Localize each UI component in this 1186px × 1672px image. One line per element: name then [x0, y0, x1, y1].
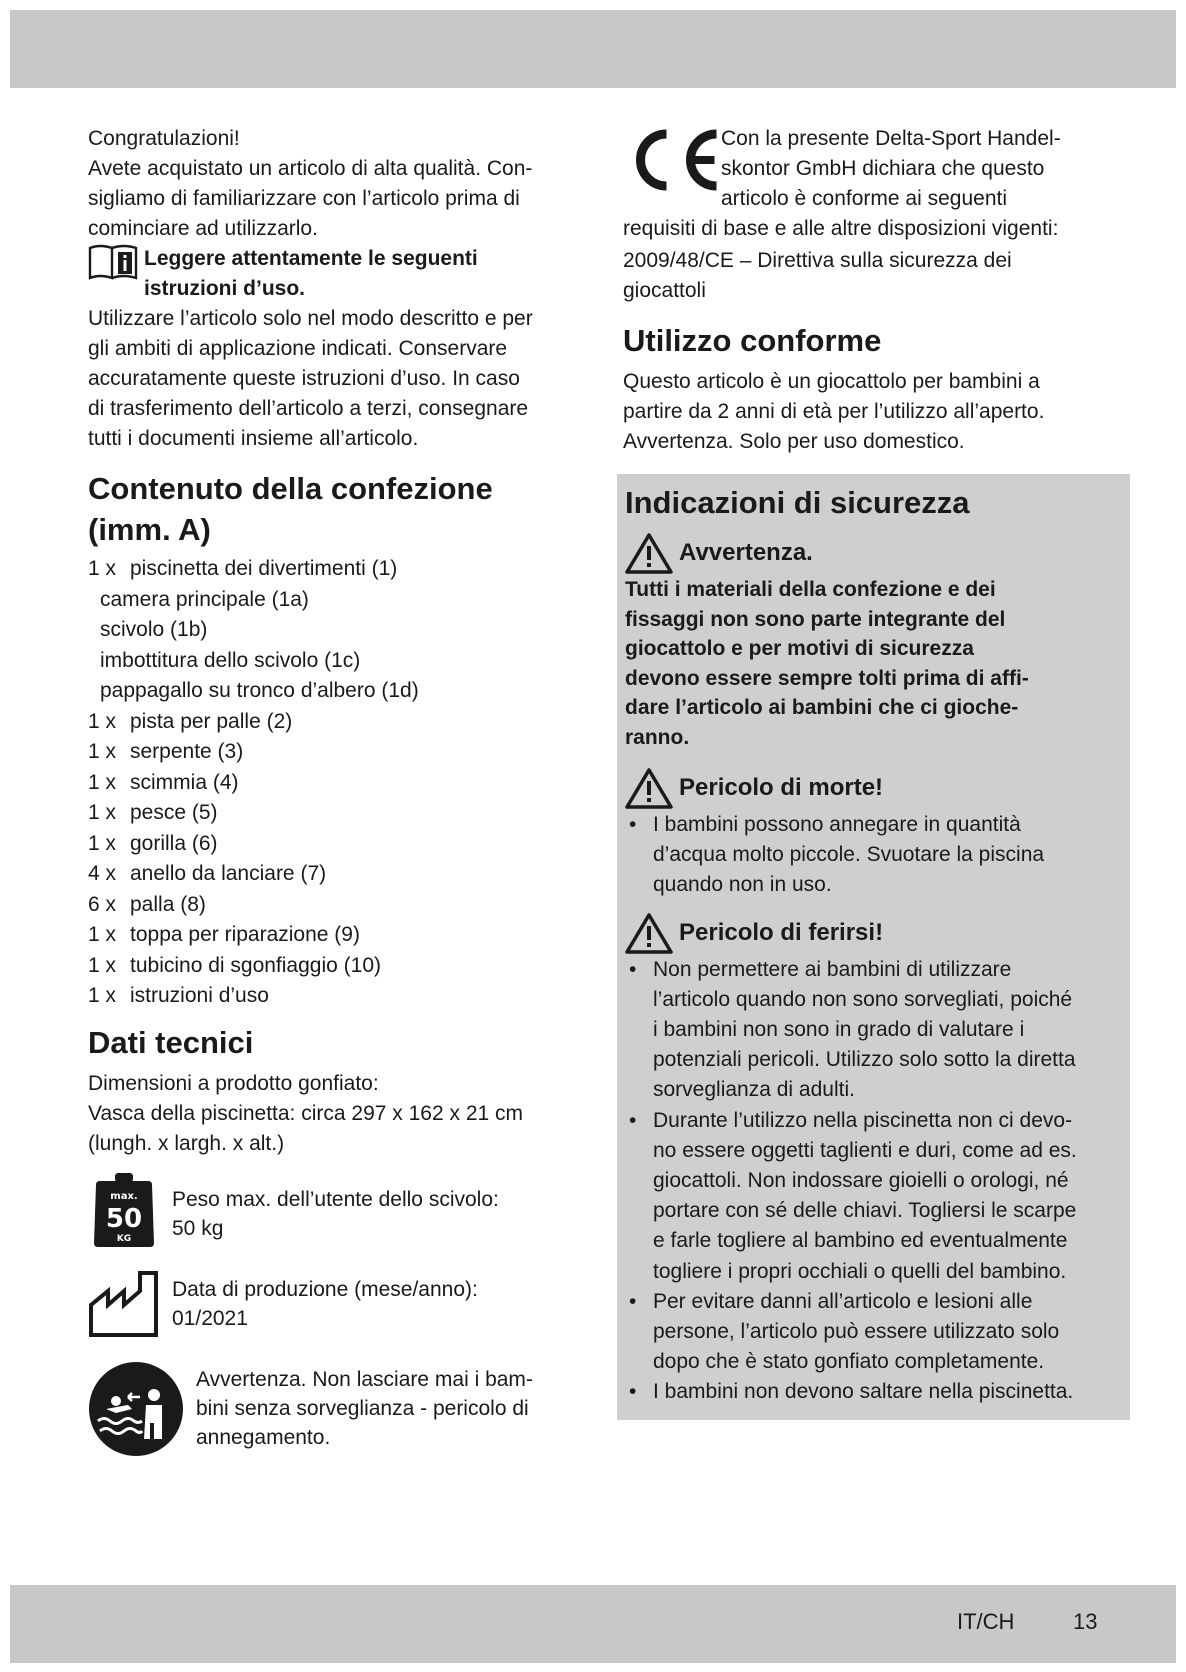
warning-triangle-icon: [625, 767, 673, 809]
intended-use-heading: Utilizzo conforme: [623, 323, 882, 358]
production-date-row: [88, 1269, 568, 1339]
safety-heading: Indicazioni di sicurezza: [625, 485, 970, 520]
list-item: scivolo (1b): [100, 618, 208, 641]
warning-line: fissaggi non sono parte integrante del: [625, 607, 1006, 631]
danger-of-death-list: [625, 810, 1122, 901]
list-item: • Durante l’utilizzo nella piscinetta non ci devo- no essere oggetti taglienti e duri, come ad es. giocattoli. Non indossare gioielli o orologi, né portare con sé delle chiavi. Togliersi le scarpe e farle togliere al bambino ed eventualmente togliere i propri occhiali o quelli del bambino.: [629, 1108, 1077, 1283]
injury-risk-header: [625, 911, 1122, 955]
usage-line: Utilizzare l’articolo solo nel modo descritto e per: [88, 307, 533, 330]
use-line: Avvertenza. Solo per uso domestico.: [623, 430, 965, 453]
warning-text: [625, 575, 1122, 752]
list-item: imbottitura dello scivolo (1c): [100, 648, 361, 672]
read-notice-line: Leggere attentamente le seguenti: [144, 247, 478, 270]
use-line: partire da 2 anni di età per l’utilizzo all’aperto.: [623, 400, 1045, 423]
warning-line: dare l’articolo ai bambini che ci gioche-: [625, 696, 1019, 719]
weight-line: 50 kg: [172, 1216, 224, 1240]
list-item: 1 x pesce (5): [88, 801, 218, 824]
danger-of-death-title: Pericolo di morte!: [679, 774, 884, 801]
usage-line: tutti i documenti insieme all’articolo.: [88, 427, 419, 450]
ce-line: skontor GmbH dichiara che questo: [721, 157, 1045, 180]
weight-line: Peso max. dell’utente dello scivolo:: [172, 1187, 499, 1211]
date-line: 01/2021: [172, 1306, 248, 1330]
tech-heading: Dati tecnici: [88, 1024, 254, 1060]
tech-line: Vasca della piscinetta: circa 297 x 162 x 21 cm: [88, 1101, 524, 1125]
usage-text: [88, 304, 568, 454]
contents-heading: [88, 468, 568, 550]
supervise-line: annegamento.: [196, 1425, 331, 1449]
max-weight-row: [88, 1171, 568, 1249]
ce-declaration: [623, 124, 1103, 214]
tech-line: (lungh. x largh. x alt.): [88, 1131, 285, 1155]
svg-text:KG: KG: [116, 1233, 132, 1244]
intro-line: Congratulazioni!: [88, 127, 240, 150]
footer-language: IT/CH: [957, 1609, 1015, 1634]
warning-title: Avvertenza.: [679, 539, 813, 566]
intro-text: [88, 124, 568, 244]
usage-line: gli ambiti di applicazione indicati. Conservare: [88, 337, 508, 360]
right-column: [623, 124, 1103, 457]
intro-line: cominciare ad utilizzarlo.: [88, 217, 318, 240]
list-item: camera principale (1a): [100, 587, 309, 611]
read-notice-line: istruzioni d’uso.: [144, 277, 305, 300]
list-item: • I bambini non devono saltare nella piscinetta.: [629, 1380, 1074, 1404]
use-line: Questo articolo è un giocattolo per bambini a: [623, 370, 1040, 393]
factory-icon: [88, 1269, 160, 1339]
warning-line: devono essere sempre tolti prima di affi-: [625, 666, 1029, 690]
list-item: • Per evitare danni all’articolo e lesioni alle persone, l’articolo può essere utilizzato solo dopo che è stato gonfiato completamente.: [629, 1289, 1060, 1374]
tech-line: Dimensioni a prodotto gonfiato:: [88, 1071, 379, 1095]
supervision-warning-row: [88, 1361, 568, 1457]
ce-cont-line: giocattoli: [623, 279, 706, 302]
book-info-icon: [88, 244, 138, 282]
contents-heading-line: (imm. A): [88, 512, 211, 547]
warning-triangle-icon: [625, 532, 673, 574]
ce-cont-line: requisiti di base e alle altre disposizioni vigenti:: [623, 217, 1059, 240]
safety-box: [617, 474, 1130, 1420]
header-bar: [10, 10, 1176, 88]
ce-mark-icon: [623, 124, 728, 196]
list-item: 1 x piscinetta dei divertimenti (1): [88, 557, 398, 580]
supervise-line: bini senza sorveglianza - pericolo di: [196, 1396, 529, 1420]
list-item: 1 x istruzioni d’uso: [88, 984, 269, 1007]
warning-line: Tutti i materiali della confezione e dei: [625, 578, 996, 601]
intended-use-text: [623, 367, 1103, 457]
list-item: 1 x gorilla (6): [88, 831, 218, 855]
usage-line: accuratamente queste istruzioni d’uso. In caso: [88, 367, 520, 390]
injury-risk-list: [625, 955, 1122, 1408]
warning-line: ranno.: [625, 725, 690, 749]
injury-risk-title: Pericolo di ferirsi!: [679, 918, 884, 946]
page-number: 13: [1073, 1609, 1098, 1634]
ce-cont-line: 2009/48/CE – Direttiva sulla sicurezza dei: [623, 249, 1012, 272]
supervision-icon: [88, 1361, 184, 1457]
ce-line: articolo è conforme ai seguenti: [721, 187, 1007, 210]
list-item: 4 x anello da lanciare (7): [88, 862, 327, 885]
weight-icon: [88, 1171, 160, 1249]
tech-text: [88, 1069, 568, 1159]
read-instructions-notice: [88, 244, 568, 304]
supervise-line: Avvertenza. Non lasciare mai i bam-: [196, 1367, 533, 1391]
intro-line: sigliamo di familiarizzare con l’articolo prima di: [88, 187, 520, 210]
warning-triangle-icon: [625, 912, 673, 954]
list-item: • Non permettere ai bambini di utilizzare l’articolo quando non sono sorvegliati, poiché i bambini non sono in grado di valutare i potenziali pericoli. Utilizzo solo sotto la diretta sorveglianza di adulti.: [629, 957, 1076, 1102]
list-item: 1 x toppa per riparazione (9): [88, 923, 360, 946]
ce-line: Con la presente Delta-Sport Handel-: [721, 127, 1061, 150]
list-item: 1 x tubicino di sgonfiaggio (10): [88, 953, 381, 977]
list-item: 6 x palla (8): [88, 892, 206, 916]
contents-list: [88, 554, 568, 1012]
usage-line: di trasferimento dell’articolo a terzi, consegnare: [88, 397, 529, 420]
danger-of-death-header: [625, 766, 1122, 810]
svg-text:50: 50: [105, 1203, 143, 1234]
ce-continuation: [623, 214, 1103, 306]
intro-line: Avete acquistato un articolo di alta qualità. Con-: [88, 157, 533, 180]
date-line: Data di produzione (mese/anno):: [172, 1277, 478, 1301]
list-item: • I bambini possono annegare in quantità d’acqua molto piccole. Svuotare la piscina quando non in uso.: [629, 813, 1045, 897]
contents-heading-line: Contenuto della confezione: [88, 471, 493, 506]
left-column: [88, 124, 568, 1457]
svg-text:max.: max.: [110, 1190, 138, 1202]
list-item: 1 x serpente (3): [88, 740, 244, 763]
list-item: 1 x scimmia (4): [88, 770, 239, 794]
list-item: pappagallo su tronco d’albero (1d): [100, 679, 419, 702]
warning-header: [625, 531, 1122, 575]
list-item: 1 x pista per palle (2): [88, 709, 293, 733]
warning-line: giocattolo e per motivi di sicurezza: [625, 637, 974, 660]
